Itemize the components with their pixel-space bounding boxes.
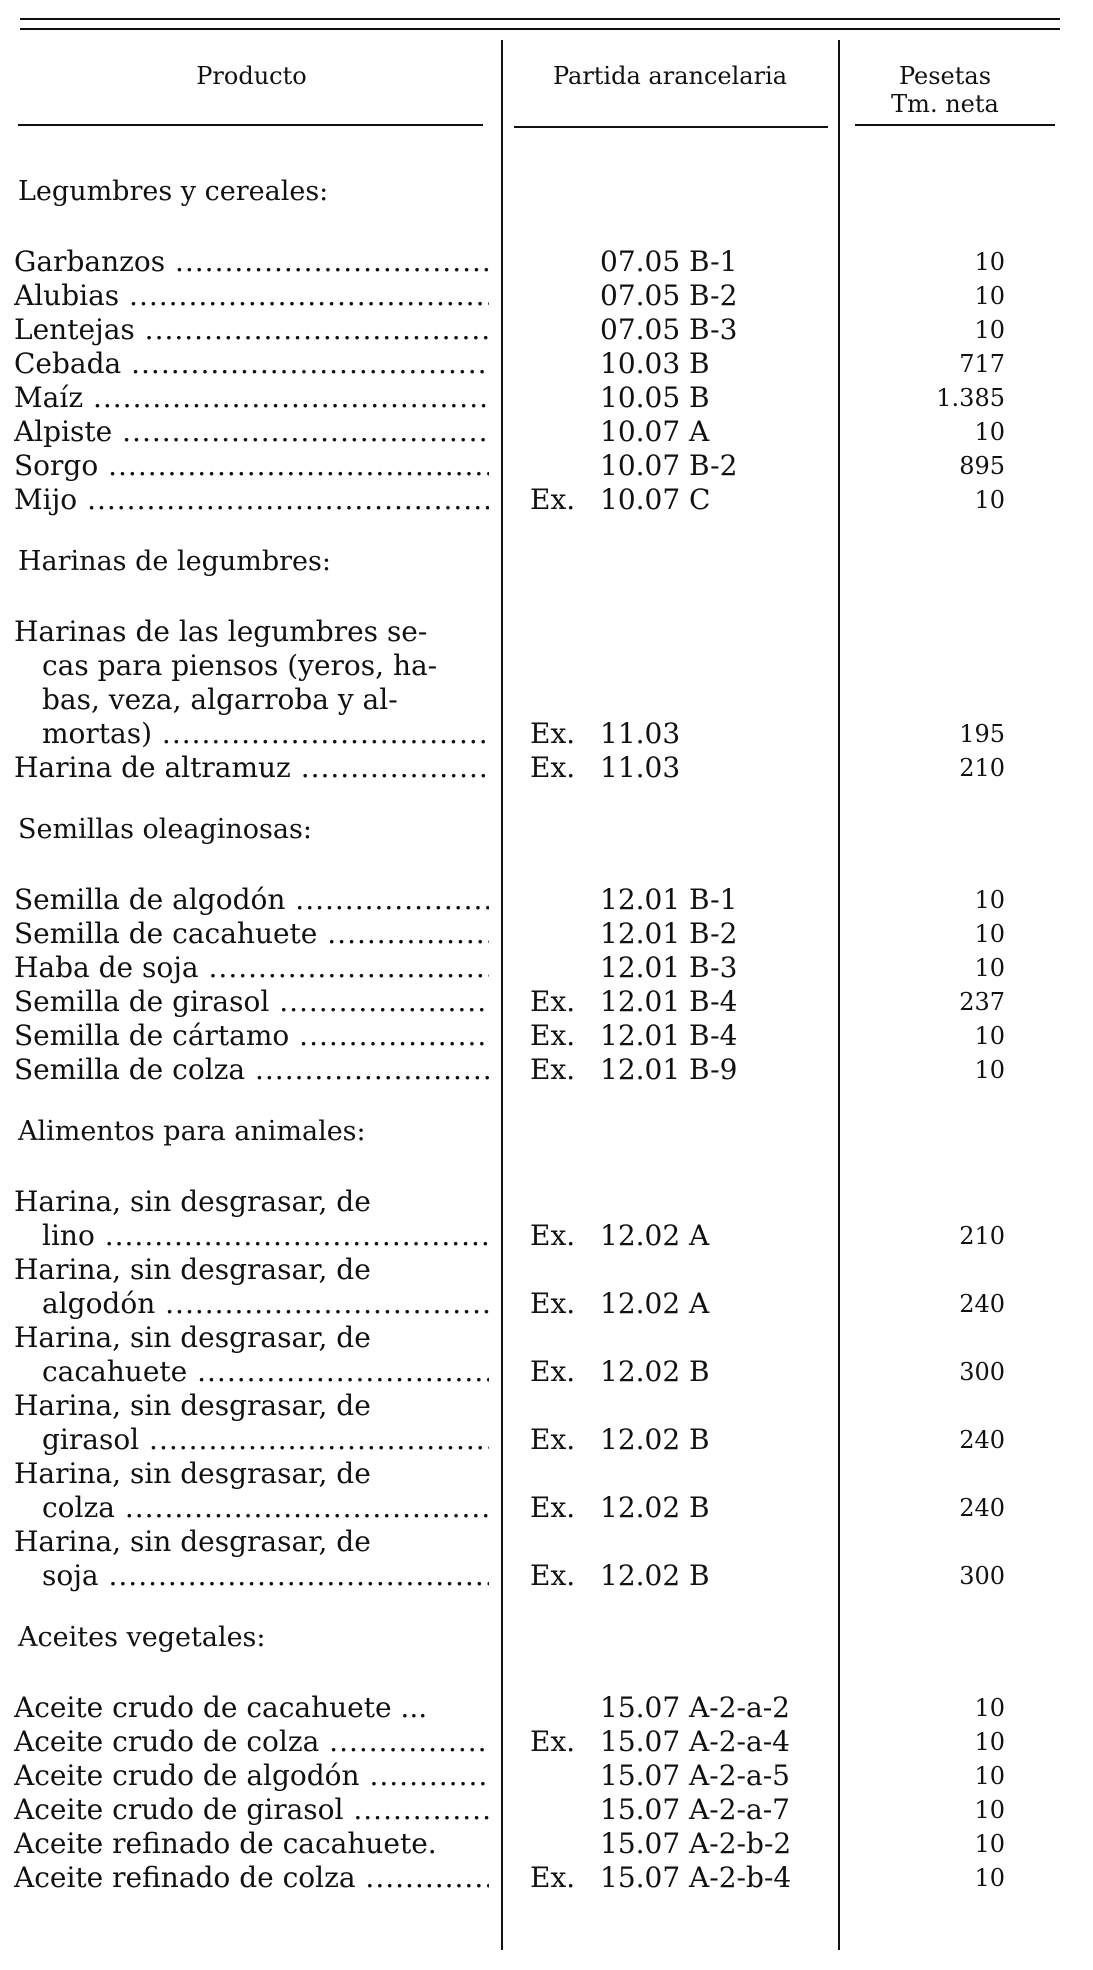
product-name: mortas) ..... [42, 718, 489, 750]
table-row-continuation [0, 684, 1093, 716]
partida-code: 11.03 [600, 717, 681, 750]
ex-prefix: Ex. [530, 1423, 576, 1456]
table-row [0, 718, 1093, 750]
table-row [0, 884, 1093, 916]
product-name: Harinas de las legumbres se- [14, 616, 428, 648]
product-name: Aceite refinado de cacahuete. [14, 1828, 437, 1860]
partida-code: 10.05 B [600, 381, 710, 414]
product-name: Sorgo ..... [14, 450, 489, 482]
table-row [0, 1760, 1093, 1792]
section-title: Alimentos para animales: [18, 1116, 366, 1147]
product-name: Harina, sin desgrasar, de [14, 1390, 371, 1422]
table-row-continuation [0, 650, 1093, 682]
product-name: Aceite crudo de colza ..... [14, 1726, 489, 1758]
partida-code: 15.07 A-2-a-7 [600, 1793, 790, 1826]
table-row [0, 1492, 1093, 1524]
product-name: Harina, sin desgrasar, de [14, 1186, 371, 1218]
section-title: Harinas de legumbres: [18, 546, 331, 577]
product-name: bas, veza, algarroba y al- [42, 684, 398, 716]
product-name: Maíz ..... [14, 382, 489, 414]
table-row [0, 314, 1093, 346]
pesetas-value: 10 [974, 886, 1005, 914]
pesetas-value: 10 [974, 1056, 1005, 1084]
header-pesetas-line1: Pesetas [898, 62, 992, 90]
table-row [0, 484, 1093, 516]
product-name: colza ..... [42, 1492, 489, 1524]
partida-code: 10.03 B [600, 347, 710, 380]
ex-prefix: Ex. [530, 1491, 576, 1524]
pesetas-value: 10 [974, 248, 1005, 276]
section-title: Aceites vegetales: [18, 1622, 266, 1653]
pesetas-value: 237 [959, 988, 1005, 1016]
ex-prefix: Ex. [530, 1053, 576, 1086]
pesetas-value: 195 [959, 720, 1005, 748]
partida-code: 12.01 B-1 [600, 883, 738, 916]
product-name: soja ..... [42, 1560, 489, 1592]
partida-code: 10.07 A [600, 415, 710, 448]
partida-code: 12.01 B-2 [600, 917, 738, 950]
product-name: Aceite crudo de cacahuete ... [14, 1692, 428, 1724]
top-rule-second [20, 28, 1060, 30]
header-partida: Partida arancelaria [552, 62, 788, 90]
pesetas-value: 300 [959, 1358, 1005, 1386]
table-row [0, 1356, 1093, 1388]
partida-code: 12.02 B [600, 1559, 710, 1592]
pesetas-value: 240 [959, 1494, 1005, 1522]
ex-prefix: Ex. [530, 1861, 576, 1894]
pesetas-value: 10 [974, 418, 1005, 446]
partida-code: 12.01 B-4 [600, 985, 738, 1018]
partida-code: 12.02 B [600, 1491, 710, 1524]
partida-code: 15.07 A-2-a-5 [600, 1759, 790, 1792]
partida-code: 10.07 B-2 [600, 449, 738, 482]
table-row [0, 1726, 1093, 1758]
ex-prefix: Ex. [530, 1287, 576, 1320]
pesetas-value: 10 [974, 954, 1005, 982]
product-name: Harina, sin desgrasar, de [14, 1254, 371, 1286]
ex-prefix: Ex. [530, 483, 576, 516]
product-name: Aceite crudo de algodón ..... [14, 1760, 489, 1792]
table-row [0, 1560, 1093, 1592]
table-row [0, 1220, 1093, 1252]
partida-code: 12.02 B [600, 1423, 710, 1456]
product-name: Aceite refinado de colza ..... [14, 1862, 489, 1894]
product-name: girasol ..... [42, 1424, 489, 1456]
product-name: Mijo ..... [14, 484, 489, 516]
table-row [0, 1862, 1093, 1894]
product-name: Semilla de colza ..... [14, 1054, 489, 1086]
table-row-continuation [0, 1526, 1093, 1558]
pesetas-value: 10 [974, 1022, 1005, 1050]
pesetas-value: 895 [959, 452, 1005, 480]
pesetas-value: 10 [974, 316, 1005, 344]
header-underline-pesetas [855, 124, 1055, 126]
product-name: Semilla de cártamo ..... [14, 1020, 489, 1052]
table-row [0, 382, 1093, 414]
table-row [0, 348, 1093, 380]
ex-prefix: Ex. [530, 1725, 576, 1758]
partida-code: 15.07 A-2-b-4 [600, 1861, 792, 1894]
product-name: Semilla de algodón ..... [14, 884, 489, 916]
ex-prefix: Ex. [530, 985, 576, 1018]
partida-code: 12.02 A [600, 1287, 710, 1320]
partida-code: 12.01 B-9 [600, 1053, 738, 1086]
header-pesetas-line2: Tm. neta [891, 90, 999, 118]
pesetas-value: 10 [974, 1830, 1005, 1858]
pesetas-value: 10 [974, 1694, 1005, 1722]
partida-code: 12.01 B-4 [600, 1019, 738, 1052]
pesetas-value: 240 [959, 1426, 1005, 1454]
partida-code: 12.02 B [600, 1355, 710, 1388]
pesetas-value: 10 [974, 1864, 1005, 1892]
product-name: cas para piensos (yeros, ha- [42, 650, 438, 682]
product-name: cacahuete ..... [42, 1356, 489, 1388]
ex-prefix: Ex. [530, 1019, 576, 1052]
pesetas-value: 10 [974, 1762, 1005, 1790]
table-row [0, 246, 1093, 278]
partida-code: 15.07 A-2-a-2 [600, 1691, 790, 1724]
partida-code: 07.05 B-2 [600, 279, 738, 312]
pesetas-value: 10 [974, 1796, 1005, 1824]
table-row [0, 280, 1093, 312]
pesetas-value: 10 [974, 282, 1005, 310]
table-row [0, 416, 1093, 448]
ex-prefix: Ex. [530, 751, 576, 784]
ex-prefix: Ex. [530, 717, 576, 750]
header-underline-producto [18, 124, 483, 126]
partida-code: 12.01 B-3 [600, 951, 738, 984]
ex-prefix: Ex. [530, 1355, 576, 1388]
partida-code: 15.07 A-2-b-2 [600, 1827, 792, 1860]
table-row [0, 986, 1093, 1018]
partida-code: 15.07 A-2-a-4 [600, 1725, 790, 1758]
product-name: Harina, sin desgrasar, de [14, 1322, 371, 1354]
table-row [0, 1692, 1093, 1724]
product-name: Haba de soja ..... [14, 952, 489, 984]
table-row [0, 1020, 1093, 1052]
product-name: Harina, sin desgrasar, de [14, 1526, 371, 1558]
table-row [0, 918, 1093, 950]
pesetas-value: 717 [959, 350, 1005, 378]
pesetas-value: 10 [974, 920, 1005, 948]
pesetas-value: 1.385 [936, 384, 1005, 412]
table-row [0, 1054, 1093, 1086]
table-row [0, 752, 1093, 784]
pesetas-value: 210 [959, 1222, 1005, 1250]
product-name: Cebada ..... [14, 348, 489, 380]
section-title: Semillas oleaginosas: [18, 814, 312, 845]
table-row-continuation [0, 616, 1093, 648]
product-name: algodón ..... [42, 1288, 489, 1320]
header-underline-partida [514, 126, 828, 128]
table-row [0, 1828, 1093, 1860]
partida-code: 12.02 A [600, 1219, 710, 1252]
table-row-continuation [0, 1458, 1093, 1490]
ex-prefix: Ex. [530, 1559, 576, 1592]
header-producto: Producto [196, 62, 307, 90]
pesetas-value: 10 [974, 1728, 1005, 1756]
product-name: lino ..... [42, 1220, 489, 1252]
table-row [0, 1288, 1093, 1320]
ex-prefix: Ex. [530, 1219, 576, 1252]
pesetas-value: 300 [959, 1562, 1005, 1590]
table-row [0, 952, 1093, 984]
table-row-continuation [0, 1390, 1093, 1422]
partida-code: 10.07 C [600, 483, 711, 516]
pesetas-value: 240 [959, 1290, 1005, 1318]
pesetas-value: 10 [974, 486, 1005, 514]
table-row [0, 1424, 1093, 1456]
product-name: Semilla de girasol ..... [14, 986, 489, 1018]
table-row-continuation [0, 1254, 1093, 1286]
product-name: Alubias ..... [14, 280, 489, 312]
product-name: Aceite crudo de girasol ..... [14, 1794, 489, 1826]
partida-code: 07.05 B-3 [600, 313, 738, 346]
table-row-continuation [0, 1322, 1093, 1354]
product-name: Semilla de cacahuete ..... [14, 918, 489, 950]
product-name: Harina, sin desgrasar, de [14, 1458, 371, 1490]
table-row [0, 1794, 1093, 1826]
table-row-continuation [0, 1186, 1093, 1218]
partida-code: 11.03 [600, 751, 681, 784]
product-name: Alpiste ..... [14, 416, 489, 448]
partida-code: 07.05 B-1 [600, 245, 738, 278]
product-name: Lentejas ..... [14, 314, 489, 346]
table-row [0, 450, 1093, 482]
top-rule [20, 18, 1060, 20]
pesetas-value: 210 [959, 754, 1005, 782]
product-name: Harina de altramuz ..... [14, 752, 489, 784]
product-name: Garbanzos ..... [14, 246, 489, 278]
section-title: Legumbres y cereales: [18, 176, 329, 207]
header-pesetas [845, 62, 1045, 118]
